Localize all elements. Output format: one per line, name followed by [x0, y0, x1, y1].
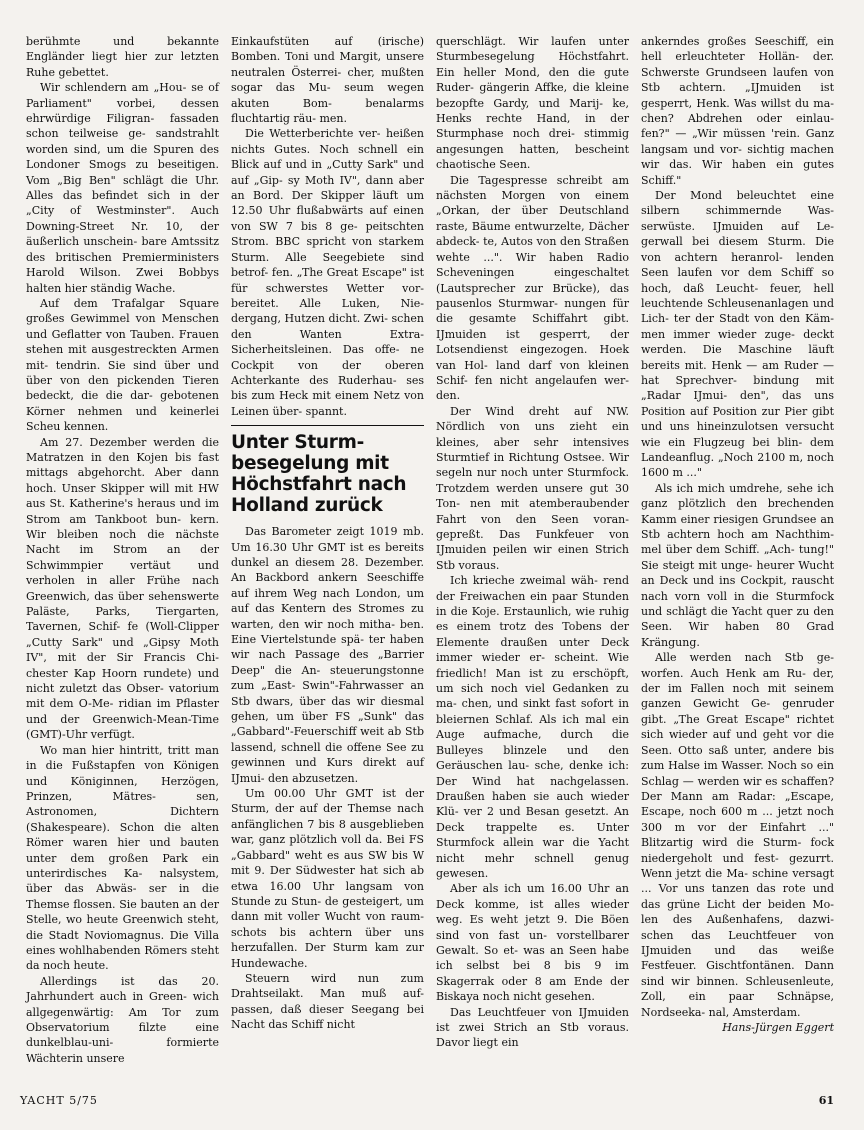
column-2 [231, 34, 424, 1033]
article-columns [26, 34, 834, 1066]
page-number: 61 [818, 1094, 834, 1107]
section-divider [231, 425, 424, 426]
paragraph: ankerndes großes Seeschiff, ein hell erleuchteter Hollän- der. Schwerste Grundseen laufen von Stb achtern. „IJmuiden ist gesperrt, Henk. Was willst du ma- chen? Abdrehen oder einlau- fen?" — „Wir müssen 'rein. Ganz langsam und vor- sichtig machen wir das. Wir haben ein gutes Schiff." [641, 35, 834, 187]
paragraph: querschlägt. Wir laufen unter Sturmbesegelung Höchstfahrt. Ein heller Mond, den die gute Ruder- gängerin Affke, die kleine bezopfte Gardy, und Marij- ke, Henks rechte Hand, in der Sturmphase noch drei- stimmig angesungen hatten, bescheint chaotische Seen. [436, 35, 629, 172]
paragraph: Einkaufstüten auf (irische) Bomben. Toni und Margit, unsere neutralen Österrei- cher, mußten sogar das Mu- seum wegen akuten Bom- benalarms fluchtartig räu- men. [231, 35, 424, 126]
column-1 [26, 34, 219, 1066]
page-footer [20, 1094, 834, 1107]
paragraph: Das Leuchtfeuer von IJmuiden ist zwei Strich an Stb voraus. Davor liegt ein [436, 1005, 629, 1050]
paragraph: Ich krieche zweimal wäh- rend der Freiwachen ein paar Stunden in die Koje. Erstaunlich, wie ruhig es einem trotz des Tobens der Elemente draußen unter Deck immer wieder er- scheint. Wie friedlich! Man ist zu erschöpft, um sich noch viel Gedanken zu ma- chen, und sinkt fast sofort in bleiernen Schlaf. Als ich mal ein Auge aufmache, durch die Bulleyes blinzele und den Geräuschen lau- sche, denke ich: Der Wind hat nachgelassen. Draußen haben sie auch wieder Klü- ver 2 und Besan gesetzt. An Deck trappelte es. Unter Sturmfock allein war die Yacht nicht mehr schnell genug gewesen. [436, 574, 629, 880]
paragraph: Steuern wird nun zum Drahtseilakt. Man muß auf- passen, daß dieser Seegang bei Nacht das Schiff nicht [231, 971, 424, 1032]
paragraph: Wo man hier hintritt, tritt man in die Fußstapfen von Königen und Königinnen, Herzögen, Prinzen, Mätres- sen, Astronomen, Dichtern (Shakespeare). Schon die alten Römer waren hier und bauten unter dem großen Park ein unterirdisches Ka- nalsystem, über das Abwäs- ser in die Themse flossen. Sie bauten an der Stelle, wo heute Greenwich steht, die Stadt Noviomagnus. Die Villa eines wohlhabenden Römers steht da noch heute. [26, 743, 219, 973]
paragraph: Am 27. Dezember werden die Matratzen in den Kojen bis fast mittags abgehorcht. Aber dann hoch. Unser Skipper will mit HW aus St. Katherine's heraus und im Strom am Tankboot bun- kern. Wir bleiben noch die nächste Nacht im Strom an der Schwimmpier vertäut und verholen in aller Frühe nach Greenwich, das über sehenswerte Paläste, Parks, Tiergarten, Tavernen, Schif- fe (Woll-Clipper „Cutty Sark" und „Gipsy Moth IV", mit der Sir Francis Chi- chester Kap Hoorn rundete) und nicht zuletzt das Obser- vatorium mit dem O-Me- ridian im Pflaster und der Greenwich-Mean-Time (GMT)-Uhr verfügt. [26, 435, 219, 742]
paragraph: Wir schlendern am „Hou- se of Parliament" vorbei, dessen ehrwürdige Filigran- fassaden schon teilweise ge- sandstrahlt worden sind, um die Spuren des Londoner Smogs zu beseitigen. Vom „Big Ben" schlägt die Uhr. Alles das befindet sich in der „City of Westminster". Auch Downing-Street Nr. 10, der äußerlich unschein- bare Amtssitz des britischen Premierministers Harold Wilson. Zwei Bobbys halten hier ständig Wache. [26, 81, 219, 295]
paragraph: Der Mond beleuchtet eine silbern schimmernde Was- serwüste. IJmuiden auf Le- gerwall bei diesem Sturm. Die von achtern heranrol- lenden Seen laufen vor dem Schiff so hoch, daß Leucht- feuer, hell leuchtende Schleusenanlagen und Lich- ter der Stadt von den Käm- men immer wieder zuge- deckt werden. Die Maschine läuft bereits mit. Henk — am Ruder — hat Sprechver- bindung mit „Radar IJmui- den", das uns Position auf Position zur Pier gibt und uns hineinzulotsen versucht wie ein Flugzeug bei blin- dem Landeanflug. „Noch 2100 m, noch 1600 m ..." [641, 189, 834, 480]
paragraph: Allerdings ist das 20. Jahrhundert auch in Green- wich allgegenwärtig: Am Tor zum Observatorium filzte eine dunkelblau-uni- formierte Wächterin unsere [26, 974, 219, 1065]
section-headline: Unter Sturm- besegelung mit Höchstfahrt nach Holland zurück [231, 432, 407, 517]
paragraph: Auf dem Trafalgar Square großes Gewimmel von Menschen und Geflatter von Tauben. Frauen stehen mit ausgestreckten Armen mit- tendrin. Sie sind über und über von den pickenden Tieren bedeckt, die die dar- gebotenen Körner nehmen und keinerlei Scheu kennen. [26, 296, 219, 434]
paragraph: Als ich mich umdrehe, sehe ich ganz plötzlich den brechenden Kamm einer riesigen Grundsee an Stb achtern hoch am Nachthim- mel über dem Schiff. „Ach- tung!" Sie steigt mit unge- heurer Wucht an Deck und ins Cockpit, rauscht nach vorn voll in die Sturmfock und schlägt die Yacht quer zu den Seen. Wir haben 80 Grad Krängung. [641, 481, 834, 649]
paragraph: Die Wetterberichte ver- heißen nichts Gutes. Noch schnell ein Blick auf und in „Cutty Sark" und auf „Gip- sy Moth IV", dann aber an Bord. Der Skipper läuft um 12.50 Uhr flußabwärts auf einen von SW 7 bis 8 ge- peitschten Strom. BBC spricht von starkem Sturm. Alle Seegebiete sind betrof- fen. „The Great Escape" ist für schwerstes Wetter vor- bereitet. Alle Luken, Nie- dergang, Hutzen dicht. Zwi- schen den Wanten Extra- Sicherheitsleinen. Das offe- ne Cockpit von der oberen Achterkante des Ruderhau- ses bis zum Heck mit einem Netz von Leinen über- spannt. [231, 127, 425, 418]
article-page [26, 34, 834, 1066]
paragraph: Um 00.00 Uhr GMT ist der Sturm, der auf der Themse nach anfänglichen 7 bis 8 ausgeblieben war, ganz plötzlich voll da. Bei FS „Gabbard" weht es aus SW bis W mit 9. Der Südwester hat sich ab etwa 16.00 Uhr langsam von Stunde zu Stun- de gesteigert, um dann mit voller Wucht von raum- schots bis achtern über uns herzufallen. Der Sturm kam zur Hundewache. [231, 787, 424, 970]
author-signature: Hans-Jürgen Eggert [722, 1021, 834, 1034]
paragraph: berühmte und bekannte Engländer liegt hier zur letzten Ruhe gebettet. [26, 35, 219, 79]
paragraph: Alle werden nach Stb ge- worfen. Auch Henk am Ru- der, der im Fallen noch mit seinem ganzen Gewicht Ge- genruder gibt. „The Great Escape" richtet sich wieder auf und geht vor die Seen. Otto saß unter, andere bis zum Halse im Wasser. Noch so ein Schlag — werden wir es schaffen? Der Mann am Radar: „Escape, Escape, noch 600 m ... jetzt noch 300 m vor der Einfahrt ..." Blitzartig wird die Sturm- fock niedergeholt und fest- gezurrt. Wenn jetzt die Ma- schine versagt ... Vor uns tanzen das rote und das grüne Licht der beiden Mo- len des Außenhafens, dazwi- schen das Leuchtfeuer von IJmuiden und das weiße Festfeuer. Gischtfontänen. Dann sind wir binnen. Schleusenleute, Zoll, ein paar Schnäpse, Nordseeka- nal, Amsterdam. [641, 651, 834, 1019]
paragraph: Die Tagespresse schreibt am nächsten Morgen von einem „Orkan, der über Deutschland raste, Bäume entwurzelte, Dächer abdeck- te, Autos von den Straßen wehte ...". Wir haben Radio Scheveningen eingeschaltet (Lautsprecher zur Brücke), das pausenlos Sturmwar- nungen für die gesamte Schiffahrt gibt. IJmuiden ist gesperrt, der Lotsendienst eingezogen. Hoek van Hol- land darf von kleinen Schif- fen nicht angelaufen wer- den. [436, 173, 629, 403]
column-4 [641, 34, 834, 1035]
paragraph: Der Wind dreht auf NW. Nördlich von uns zieht ein kleines, aber sehr intensives Sturmtief in Richtung Ostsee. Wir segeln nur noch unter Sturmfock. Trotzdem werden unsere gut 30 Ton- nen mit atemberaubender Fahrt von den Seen voran- gepreßt. Das Funkfeuer von IJmuiden peilen wir einen Strich Stb voraus. [436, 404, 629, 572]
paragraph: Das Barometer zeigt 1019 mb. Um 16.30 Uhr GMT ist es bereits dunkel an diesem 28. Dezember. An Backbord ankern Seeschiffe auf ihrem Weg nach London, um auf das Kentern des Stromes zu warten, den wir noch mitha- ben. Eine Viertelstunde spä- ter haben wir nach Passage des „Barrier Deep" die An- steuerungstonne zum „East- Swin"-Fahrwasser an Stb dwars, über das wir diesmal gehen, um über FS „Sunk" das „Gabbard"-Feuerschiff weit ab Stb lassend, schnell die offene See zu gewinnen und Kurs direkt auf IJmui- den abzusetzen. [231, 525, 424, 785]
paragraph: Aber als ich um 16.00 Uhr an Deck komme, ist alles wieder weg. Es weht jetzt 9. Die Böen sind von fast un- vorstellbarer Gewalt. So et- was an Seen habe ich selbst bei 8 bis 9 im Skagerrak oder 8 am Ende der Biskaya noch nicht gesehen. [436, 882, 629, 1004]
column-3 [436, 34, 629, 1051]
publication-label: YACHT 5/75 [20, 1094, 98, 1107]
